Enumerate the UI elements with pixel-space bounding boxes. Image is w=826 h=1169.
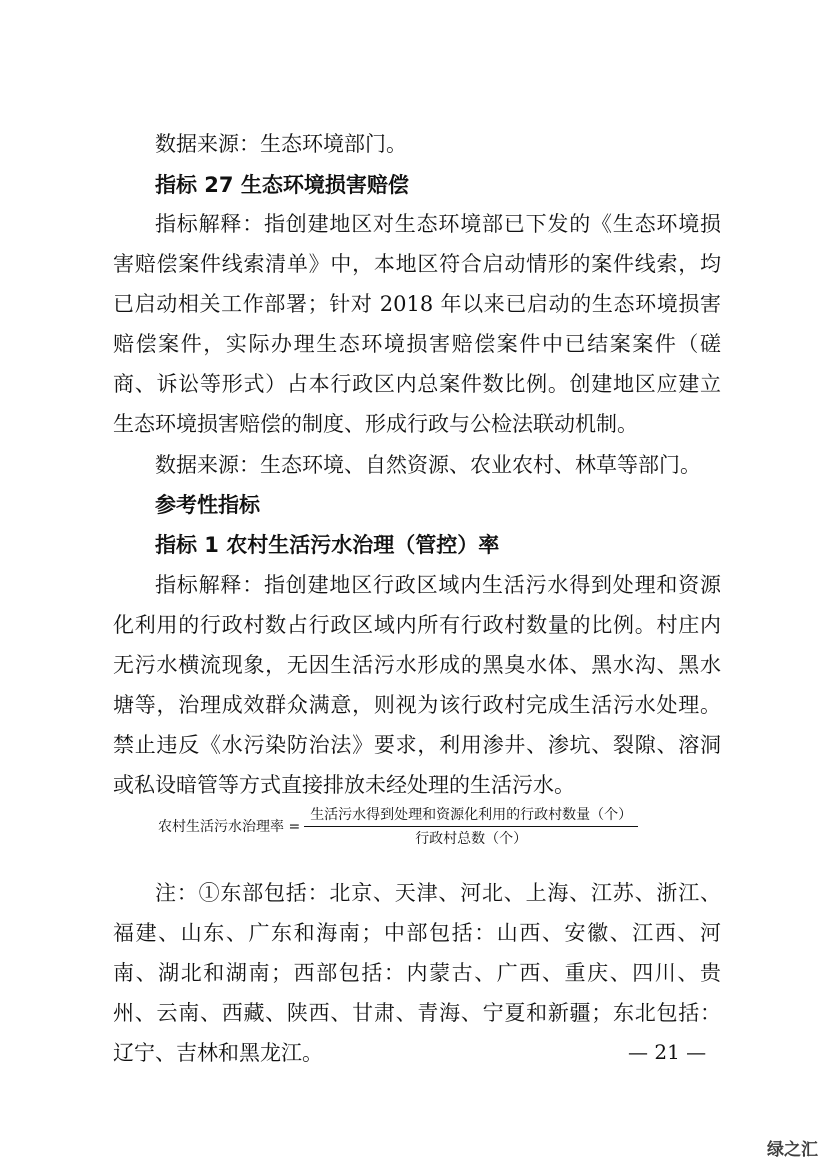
- formula-fraction: [304, 806, 638, 848]
- indicator-27-heading: 指标 27 生态环境损害赔偿: [155, 173, 409, 197]
- sewage-treatment-rate-formula: [158, 806, 638, 848]
- indicator-27-explanation: 指标解释：指创建地区对生态环境部已下发的《生态环境损害赔偿案件线索清单》中，本地区符合启动情形的案件线索，均已启动相关工作部署；针对 2018 年以来已启动的生态环境损害赔偿案件，实际办理生态环境损害赔偿案件中已结案案件（磋商、诉讼等形式）占本行政区内总案件数比例。创建地区应建立生态环境损害赔偿的制度、形成行政与公检法联动机制。: [113, 212, 721, 436]
- formula-numerator: 生活污水得到处理和资源化利用的行政村数量（个）: [304, 806, 638, 827]
- indicator-1-explanation: 指标解释：指创建地区行政区域内生活污水得到处理和资源化利用的行政村数占行政区域内所有行政村数量的比例。村庄内无污水横流现象，无因生活污水形成的黑臭水体、黑水沟、黑水塘等，治理成效群众满意，则视为该行政村完成生活污水处理。禁止违反《水污染防治法》要求，利用渗井、渗坑、裂隙、溶洞或私设暗管等方式直接排放未经处理的生活污水。: [113, 573, 721, 797]
- page-number: — 21 —: [628, 1040, 707, 1064]
- regional-note: 注：①东部包括：北京、天津、河北、上海、江苏、浙江、福建、山东、广东和海南；中部包括：山西、安徽、江西、河南、湖北和湖南；西部包括：内蒙古、广西、重庆、四川、贵州、云南、西藏、陕西、甘肃、青海、宁夏和新疆；东北包括：辽宁、吉林和黑龙江。: [113, 881, 721, 1065]
- watermark-logo-text: 绿之汇: [767, 1140, 818, 1160]
- data-source-line-multi-dept: 数据来源：生态环境、自然资源、农业农村、林草等部门。: [155, 453, 701, 477]
- data-source-line-ecology: 数据来源：生态环境部门。: [155, 132, 407, 156]
- formula-lhs: 农村生活污水治理率 =: [158, 819, 301, 835]
- reference-indicators-heading: 参考性指标: [155, 493, 260, 517]
- formula-denominator: 行政村总数（个）: [415, 831, 528, 847]
- indicator-1-heading: 指标 1 农村生活污水治理（管控）率: [155, 533, 500, 557]
